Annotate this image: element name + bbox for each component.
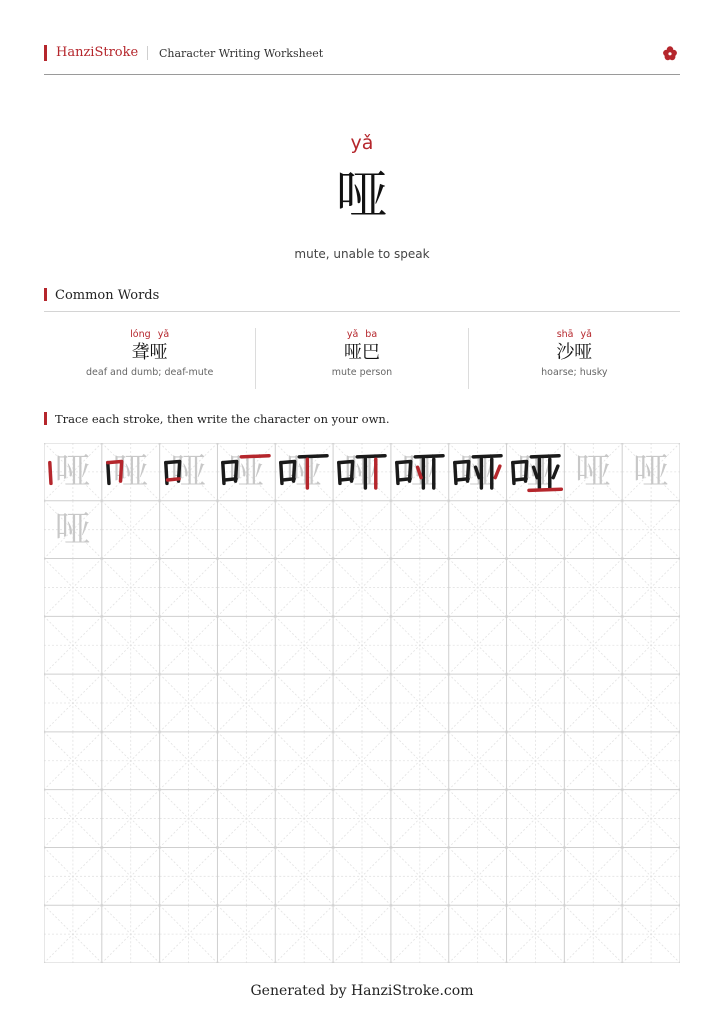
section-divider	[44, 311, 680, 312]
footer-text: Generated by HanziStroke.com	[250, 983, 474, 999]
previous-stroke	[300, 456, 328, 457]
ghost-character: 哑	[54, 508, 91, 550]
trace-cell[interactable]	[564, 443, 622, 501]
common-words-heading	[44, 288, 159, 303]
brand-accent-bar	[44, 45, 47, 61]
ghost-character: 哑	[517, 451, 554, 492]
current-stroke	[50, 463, 51, 484]
word-meaning: deaf and dumb; deaf-mute	[86, 367, 214, 378]
previous-stroke	[475, 467, 478, 477]
stroke-order-cell[interactable]	[44, 443, 102, 501]
common-words-list	[44, 328, 680, 389]
section-accent-bar	[44, 288, 47, 301]
ghost-character: 哑	[633, 451, 670, 492]
previous-stroke	[341, 479, 353, 480]
current-stroke	[495, 466, 500, 478]
current-stroke	[418, 467, 421, 477]
stroke-overlay	[102, 443, 160, 501]
current-stroke	[242, 456, 270, 457]
trace-cell[interactable]	[44, 501, 102, 559]
section-accent-bar	[44, 412, 47, 425]
practice-instruction-heading	[44, 412, 389, 426]
stroke-order-cell[interactable]	[507, 443, 565, 501]
previous-stroke	[531, 456, 559, 457]
previous-stroke	[283, 479, 295, 480]
stroke-order-cell[interactable]	[333, 443, 391, 501]
previous-stroke	[473, 456, 501, 457]
stroke-overlay	[333, 443, 391, 501]
word-hanzi: 聋哑	[131, 342, 168, 363]
header-separator	[147, 46, 148, 60]
word-hanzi: 沙哑	[556, 342, 593, 363]
word-item	[44, 328, 255, 389]
current-stroke	[529, 489, 561, 490]
stroke-order-cell[interactable]	[449, 443, 507, 501]
character-meaning: mute, unable to speak	[294, 247, 430, 261]
word-pinyin: shā yǎ	[556, 329, 592, 340]
ghost-character: 哑	[343, 451, 380, 492]
ghost-character: 哑	[401, 451, 438, 492]
current-stroke	[167, 479, 179, 480]
stroke-overlay	[44, 443, 102, 501]
grid-lines	[44, 443, 680, 963]
word-item	[255, 328, 467, 389]
previous-stroke	[225, 479, 237, 480]
stroke-order-cell[interactable]	[160, 443, 218, 501]
ghost-character: 哑	[459, 451, 496, 492]
main-character: 哑	[335, 166, 388, 226]
stroke-overlay	[275, 443, 333, 501]
previous-stroke	[456, 479, 468, 480]
previous-stroke	[398, 479, 410, 480]
word-meaning: hoarse; husky	[541, 367, 608, 378]
stroke-overlay	[217, 443, 275, 501]
brand-name[interactable]: HanziStroke	[56, 45, 139, 60]
common-words-title: Common Words	[55, 288, 160, 303]
stroke-order-cell[interactable]	[217, 443, 275, 501]
previous-stroke	[415, 456, 443, 457]
ghost-character: 哑	[575, 451, 612, 492]
worksheet-subtitle: Character Writing Worksheet	[159, 47, 324, 60]
word-pinyin: yǎ ba	[346, 329, 378, 340]
practice-instruction: Trace each stroke, then write the character on your own.	[55, 412, 390, 426]
word-item	[468, 328, 680, 389]
character-pinyin: yǎ	[350, 132, 374, 154]
stroke-order-cell[interactable]	[391, 443, 449, 501]
ghost-character: 哑	[286, 451, 323, 492]
word-pinyin: lóng yǎ	[130, 329, 170, 340]
trace-cell[interactable]	[622, 443, 680, 501]
stroke-order-cell[interactable]	[275, 443, 333, 501]
stroke-overlay	[507, 443, 565, 501]
ghost-character: 哑	[54, 451, 91, 492]
previous-stroke	[108, 463, 109, 484]
worksheet-header	[44, 44, 680, 75]
practice-grid[interactable]	[44, 443, 680, 963]
stroke-overlay	[160, 443, 218, 501]
flower-icon	[662, 45, 678, 61]
ghost-character: 哑	[228, 451, 265, 492]
stroke-overlay	[449, 443, 507, 501]
ghost-character: 哑	[112, 451, 149, 492]
word-meaning: mute person	[331, 367, 393, 378]
word-hanzi: 哑巴	[343, 342, 380, 363]
previous-stroke	[357, 456, 385, 457]
ghost-character: 哑	[170, 451, 207, 492]
stroke-order-cell[interactable]	[102, 443, 160, 501]
previous-stroke	[553, 466, 558, 478]
previous-stroke	[514, 479, 526, 480]
stroke-overlay	[391, 443, 449, 501]
previous-stroke	[533, 467, 536, 477]
